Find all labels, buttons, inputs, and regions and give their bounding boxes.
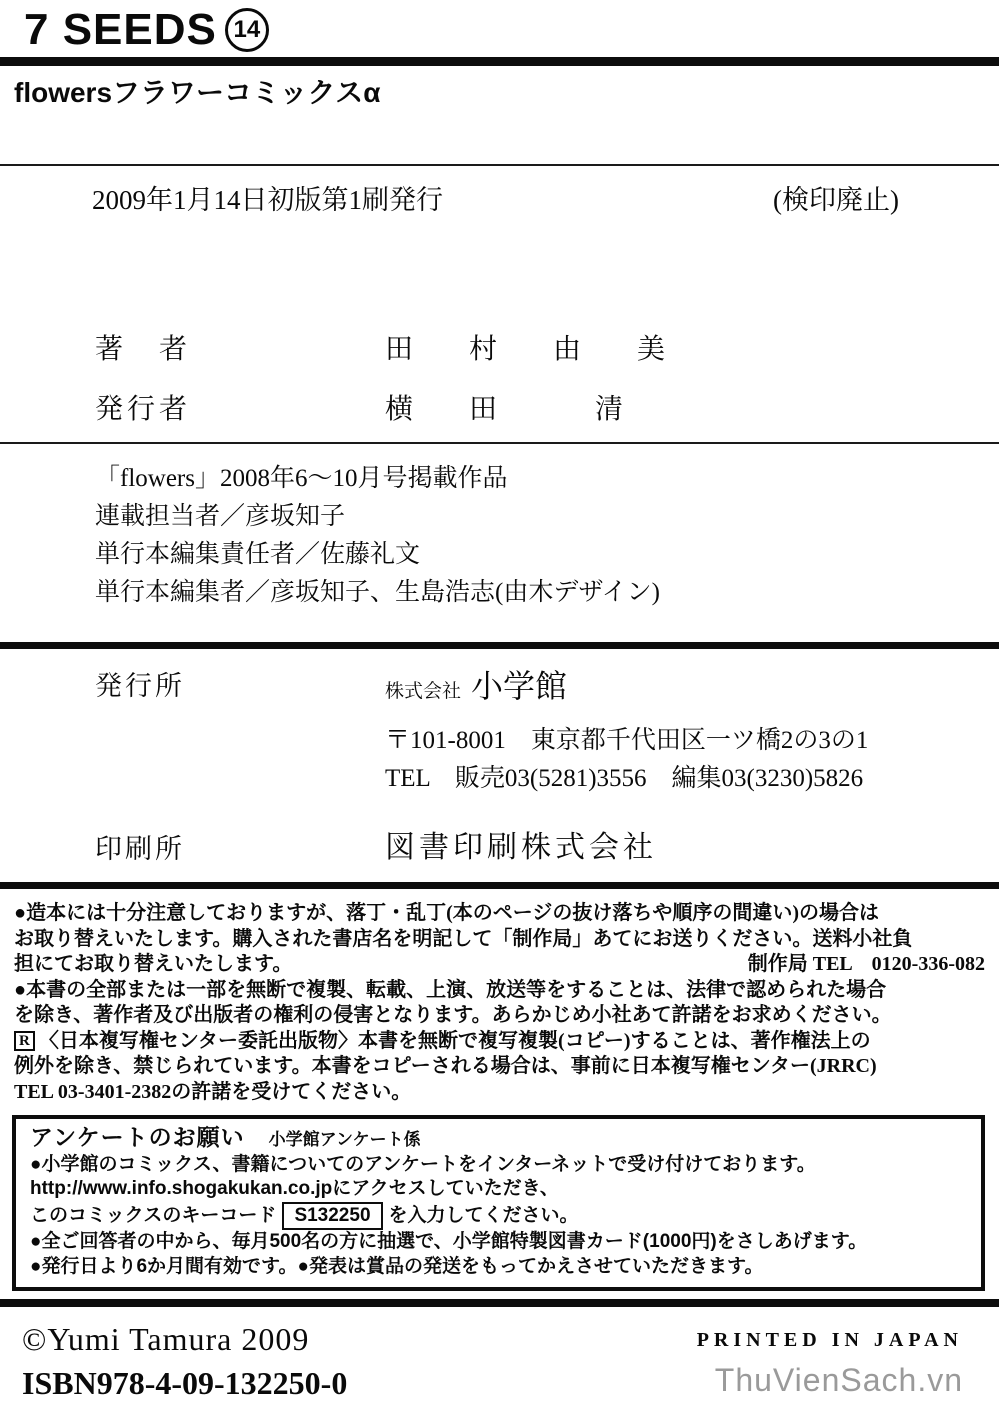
serialization-section: [0, 444, 999, 612]
production-bureau-tel: 制作局 TEL 0120-336-082: [747, 953, 985, 975]
company-line: [385, 665, 868, 714]
author-label: 著 者: [95, 334, 192, 365]
publisher-person-name: 横 田 清: [385, 394, 638, 425]
footer: [0, 1307, 999, 1403]
survey-line-5: ●全ご回答者の中から、毎月500名の方に抽選で、小学館特製図書カード(1000円)をさしあげます。: [30, 1231, 868, 1252]
keycode-prefix: このコミックスのキーコード: [30, 1204, 277, 1226]
author-name: 田 村 由 美: [385, 334, 680, 365]
author-row: [0, 328, 999, 372]
survey-keycode-line: [30, 1202, 967, 1231]
serialization-source: 「flowers」2008年6～10月号掲載作品: [95, 465, 508, 492]
survey-url-suffix: にアクセスしていただき、: [332, 1178, 559, 1199]
copyright-line: ©Yumi Tamura 2009: [22, 1321, 310, 1357]
divider-bar-top: [0, 57, 999, 66]
survey-subtitle: 小学館アンケート係: [268, 1130, 421, 1149]
inspection-note: (検印廃止): [773, 185, 899, 215]
edition-date: 2009年1月14日初版第1刷発行: [92, 185, 443, 215]
company-tel: TEL 販売03(5281)3556 編集03(3230)5826: [385, 765, 864, 792]
legal-line-3: [14, 952, 985, 978]
footer-right: [697, 1319, 963, 1403]
divider-bar-2: [0, 642, 999, 649]
survey-line-6: ●発行日より6か月間有効です。●発表は賞品の発送をもってかえさせていただきます。: [30, 1255, 764, 1277]
company-address: 〒101-8001 東京都千代田区一ツ橋2の3の1: [385, 727, 869, 754]
legal-line-6: [14, 1029, 985, 1055]
company-prefix: 株式会社: [385, 681, 462, 702]
legal-line-3-left: 担にてお取り替えいたします。: [14, 953, 293, 975]
printer-name: 図書印刷株式会社: [385, 831, 657, 864]
series-title: 7 SEEDS: [24, 5, 217, 54]
people-section: [0, 328, 999, 432]
jrrc-tel-line: TEL 03-3401-2382の許諾を受けてください。: [14, 1080, 412, 1103]
keycode-value: S132250: [282, 1202, 382, 1231]
imprint-line: flowersフラワーコミックスα: [14, 77, 381, 108]
publishing-house-label: 発行所: [95, 671, 185, 701]
survey-title-row: [30, 1125, 967, 1153]
legal-line-5: を除き、著作者及び出版者の権利の侵害となります。あらかじめ小社あて許諾をお求めください。: [14, 1004, 892, 1026]
volume-editors: 単行本編集者／彦坂知子、生島浩志(由木デザイン): [95, 579, 660, 606]
serialization-editor: 連載担当者／彦坂知子: [95, 503, 346, 530]
survey-url-line: [30, 1177, 967, 1202]
company-name: 小学館: [471, 668, 568, 704]
divider-bar-3: [0, 882, 999, 889]
survey-box: [12, 1115, 985, 1291]
site-watermark: ThuVienSach.vn: [714, 1362, 963, 1398]
edition-row: [0, 166, 999, 216]
legal-line-1: ●造本には十分注意しておりますが、落丁・乱丁(本のページの抜け落ちや順序の間違い)の場合は: [14, 902, 879, 924]
isbn-line: ISBN978-4-09-132250-0: [22, 1365, 348, 1401]
printer-row: [0, 828, 999, 870]
legal-line-4: ●本書の全部または一部を無断で複製、転載、上演、放送等をすることは、法律で認められた場合: [14, 978, 887, 1001]
volume-number-badge: 14: [225, 8, 269, 52]
publisher-person-label: 発行者: [95, 394, 192, 425]
survey-line-1: ●小学館のコミックス、書籍についてのアンケートをインターネットで受け付けております。: [30, 1153, 816, 1175]
publishing-house-details: [385, 665, 868, 794]
registered-r-mark: R: [14, 1031, 35, 1051]
series-title-row: [0, 0, 999, 54]
legal-notices: [0, 889, 999, 1105]
legal-line-6-text: 〈日本複写権センター委託出版物〉本書を無断で複写複製(コピー)することは、著作権法上の: [38, 1029, 871, 1052]
legal-line-2: お取り替えいたします。購入された書店名を明記して「制作局」あてにお送りください。送料小社負: [14, 927, 913, 950]
publisher-person-row: [0, 388, 999, 432]
survey-url: http://www.info.shogakukan.co.jp: [30, 1178, 333, 1199]
publishing-house-row: [0, 665, 999, 794]
keycode-suffix: を入力してください。: [388, 1204, 579, 1226]
printed-in-japan: PRINTED IN JAPAN: [696, 1329, 963, 1351]
footer-left: [22, 1319, 347, 1403]
divider-bar-bottom: [0, 1299, 999, 1307]
volume-chief-editor: 単行本編集責任者／佐藤礼文: [95, 541, 421, 568]
survey-title: アンケートのお願い: [30, 1124, 245, 1150]
printer-label: 印刷所: [95, 834, 185, 864]
legal-line-7: 例外を除き、禁じられています。本書をコピーされる場合は、事前に日本複写権センター(JRRC): [14, 1055, 877, 1077]
